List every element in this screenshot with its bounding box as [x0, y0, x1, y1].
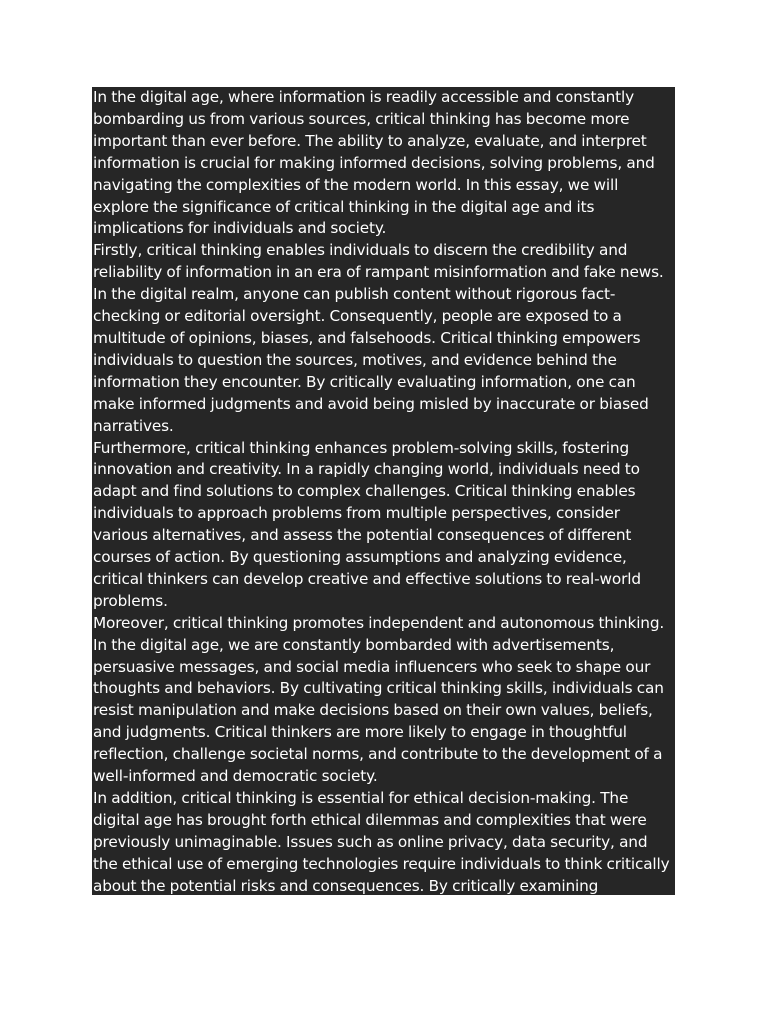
- paragraph-independent-thinking: Moreover, critical thinking promotes independent and autonomous thinking. In the digital age, we are constantly bombarded with advertisements, persuasive messages, and social media influencers who seek to shape our thoughts and behaviors. By cultivating critical thinking skills, individuals can resist manipulation and make decisions based on their own values, beliefs, and judgments. Critical thinkers are more likely to engage in thoughtful reflection, challenge societal norms, and contribute to the development of a well-informed and democratic society.: [93, 613, 665, 786]
- essay-text-block: [92, 87, 675, 895]
- paragraph-intro: In the digital age, where information is readily accessible and constantly bombarding us from various sources, critical thinking has become more important than ever before. The ability to analyze, evaluate, and interpret information is crucial for making informed decisions, solving problems, and navigating the complexities of the modern world. In this essay, we will explore the significance of critical thinking in the digital age and its implications for individuals and society.: [93, 88, 655, 238]
- paragraph-credibility: Firstly, critical thinking enables individuals to discern the credibility and reliability of information in an era of rampant misinformation and fake news. In the digital realm, anyone can publish content without rigorous fact-checking or editorial oversight. Consequently, people are exposed to a multitude of opinions, biases, and falsehoods. Critical thinking empowers individuals to question the sources, motives, and evidence behind the information they encounter. By critically evaluating information, one can make informed judgments and avoid being misled by inaccurate or biased narratives.: [93, 241, 664, 435]
- paragraph-ethics: In addition, critical thinking is essential for ethical decision-making. The digital age has brought forth ethical dilemmas and complexities that were previously unimaginable. Issues such as online privacy, data security, and the ethical use of emerging technologies require individuals to think critically about the potential risks and consequences. By critically examining: [93, 789, 670, 895]
- paragraph-problem-solving: Furthermore, critical thinking enhances problem-solving skills, fostering innovation and creativity. In a rapidly changing world, individuals need to adapt and find solutions to complex challenges. Critical thinking enables individuals to approach problems from multiple perspectives, consider various alternatives, and assess the potential consequences of different courses of action. By questioning assumptions and analyzing evidence, critical thinkers can develop creative and effective solutions to real-world problems.: [93, 438, 641, 610]
